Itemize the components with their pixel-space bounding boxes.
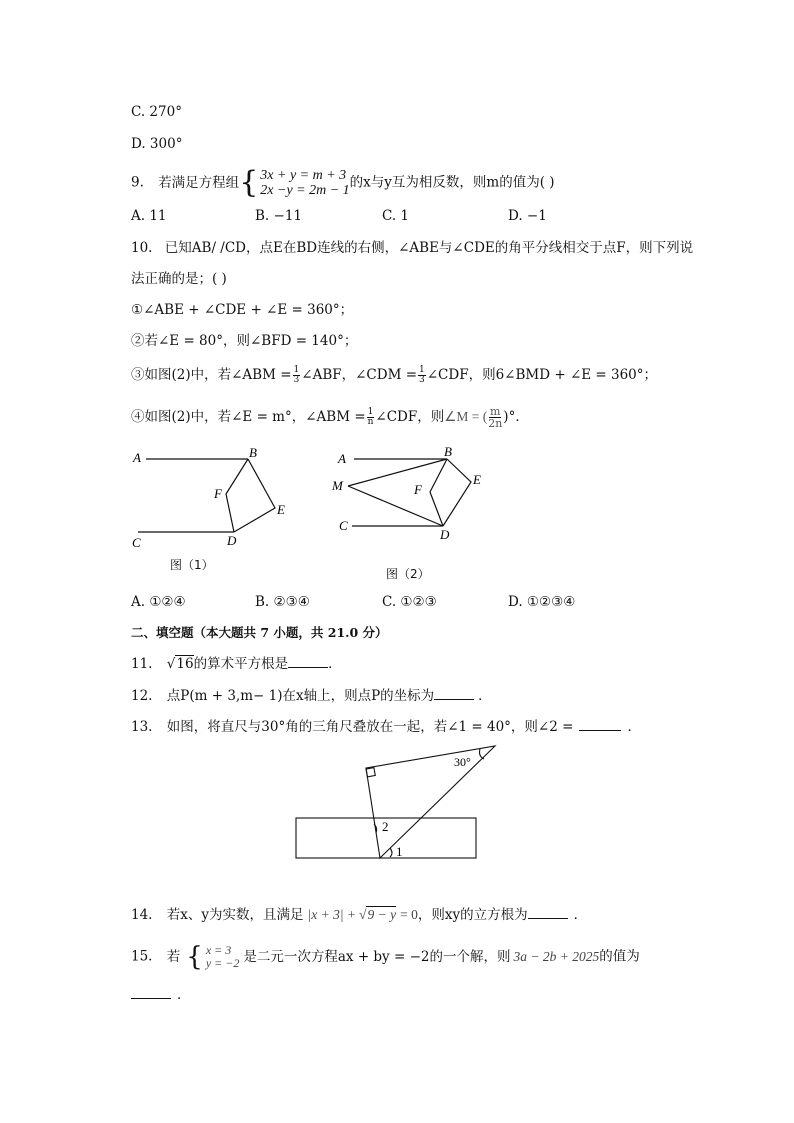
q14-post: ，则xy的立方根为 bbox=[417, 907, 528, 923]
q15-number: 15. bbox=[131, 948, 153, 965]
q9-pre: 若满足方程组 bbox=[158, 174, 240, 191]
q15-post: 的值为 bbox=[599, 948, 640, 965]
q10-statement-2: ②若∠E = 80°，则∠BFD = 140°； bbox=[131, 333, 358, 349]
q9-option-d: D. −1 bbox=[508, 208, 547, 224]
q9-eq1: 3x + y = m + 3 bbox=[260, 168, 347, 183]
fig1-bfd bbox=[226, 459, 248, 532]
q15-eq1: x = 3 bbox=[205, 943, 232, 957]
q12-number: 12. bbox=[131, 688, 153, 704]
fig2-label-d: D bbox=[440, 527, 450, 542]
q11-end: ． bbox=[328, 656, 342, 672]
fig1-label-f: F bbox=[214, 486, 222, 501]
q9-option-a: A. 11 bbox=[131, 208, 167, 224]
q12-blank bbox=[434, 687, 474, 700]
fig1-label-c: C bbox=[132, 535, 141, 550]
q15-answer-line bbox=[131, 986, 191, 1004]
section-2-title: 二、填空题（本大题共 7 小题，共 21.0 分） bbox=[131, 625, 388, 640]
q10-option-a: A. ①②④ bbox=[131, 594, 186, 610]
q13-text: 如图，将直尺与30°角的三角尺叠放在一起，若∠1 = 40°，则∠2 = bbox=[166, 719, 574, 735]
question-13 bbox=[131, 718, 641, 736]
label-angle-1: 1 bbox=[396, 844, 403, 859]
question-9 bbox=[131, 165, 555, 200]
q13-number: 13. bbox=[131, 719, 153, 735]
q10-s4-frac-m: $\frac{m}{2n}$ bbox=[488, 405, 503, 430]
fig2-label-e: E bbox=[473, 472, 481, 487]
q10-number: 10. bbox=[131, 240, 153, 256]
right-angle-mark bbox=[366, 768, 375, 777]
q15-expr: 3a − 2b + 2025 bbox=[513, 948, 600, 964]
fig2-label-f: F bbox=[414, 482, 422, 497]
fig1-label-e: E bbox=[277, 502, 285, 517]
q11-root: √16 bbox=[166, 656, 194, 672]
q14-root: √9 − y bbox=[359, 907, 397, 922]
fig2-label-m: M bbox=[332, 478, 343, 493]
fig2-label-c: C bbox=[339, 518, 348, 533]
q9-option-c: C. 1 bbox=[382, 208, 410, 224]
fig2-caption: 图（2） bbox=[386, 567, 430, 581]
q14-end: ． bbox=[573, 907, 588, 923]
q10-s4-d: )°． bbox=[503, 409, 529, 425]
q8-option-c: C. 270° bbox=[131, 104, 182, 120]
question-12 bbox=[131, 687, 492, 705]
fig2-label-b: B bbox=[444, 444, 452, 459]
question-11 bbox=[131, 655, 342, 673]
fig2-bed bbox=[443, 459, 471, 526]
q9-system bbox=[260, 168, 349, 198]
q10-s4-b: ∠CDF，则 bbox=[375, 409, 445, 425]
figure-13 bbox=[290, 738, 505, 866]
label-angle-2: 2 bbox=[382, 819, 389, 834]
q13-blank bbox=[579, 718, 621, 731]
q10-option-d: D. ①②③④ bbox=[508, 594, 576, 610]
q9-brace: { bbox=[239, 165, 259, 200]
question-10 bbox=[131, 239, 693, 257]
q10-s3-c: ∠CDF，则6∠BMD + ∠E = 360°； bbox=[426, 367, 658, 383]
figure-1 bbox=[128, 442, 298, 552]
fig2-line-md bbox=[348, 486, 443, 526]
fig1-label-d: D bbox=[227, 533, 237, 548]
q10-stem-2: 法正确的是；( ) bbox=[131, 271, 227, 287]
fig1-caption: 图（1） bbox=[170, 558, 214, 572]
fig1-label-a: A bbox=[133, 450, 141, 465]
question-14 bbox=[131, 906, 587, 924]
q13-end: ． bbox=[627, 719, 641, 735]
q10-option-b: B. ②③④ bbox=[255, 594, 310, 610]
q11-text: 的算术平方根是 bbox=[193, 656, 289, 672]
q15-system bbox=[206, 944, 240, 970]
figure-2 bbox=[330, 444, 500, 544]
q10-stem-1: 已知AB/ /CD，点E在BD连线的右侧，∠ABE与∠CDE的角平分线相交于点F，则下列说 bbox=[164, 240, 694, 256]
q15-eq2: y = −2 bbox=[205, 956, 240, 970]
fig2-line-mb bbox=[348, 459, 447, 486]
angle-1-arc bbox=[390, 848, 392, 857]
q9-number: 9. bbox=[131, 174, 144, 191]
q8-option-d: D. 300° bbox=[131, 136, 183, 152]
q12-end: ． bbox=[478, 688, 492, 704]
q14-number: 14. bbox=[131, 907, 153, 923]
q10-statement-4 bbox=[131, 406, 529, 429]
q10-statement-3 bbox=[131, 366, 657, 385]
q15-mid: 是二元一次方程ax + by = −2的一个解，则 bbox=[243, 948, 511, 965]
q10-s4-frac-n: $\frac{1}{n}$ bbox=[367, 407, 374, 427]
q12-text: 点P(m + 3,m− 1)在x轴上，则点P的坐标为 bbox=[166, 688, 435, 704]
question-15 bbox=[131, 942, 640, 972]
q10-s3-frac-2: $\frac{1}{3}$ bbox=[419, 365, 425, 385]
q10-s4-a: ④如图(2)中，若∠E = m°，∠ABM = bbox=[131, 409, 366, 425]
q14-expr-a: |x + 3| + bbox=[307, 907, 357, 922]
fig2-bfd bbox=[430, 459, 447, 526]
q14-pre: 若x、y为实数，且满足 bbox=[166, 907, 304, 923]
q10-s4-c: ∠M = ( bbox=[444, 409, 488, 424]
fig2-label-a: A bbox=[338, 451, 346, 466]
q15-blank bbox=[131, 986, 171, 999]
q15-brace: { bbox=[186, 942, 203, 972]
q10-statement-1: ①∠ABE + ∠CDE + ∠E = 360°； bbox=[131, 302, 354, 318]
q15-end: ． bbox=[177, 987, 191, 1003]
q9-post: 的x与y互为相反数，则m的值为( ) bbox=[349, 174, 555, 191]
q10-s3-frac-1: $\frac{1}{3}$ bbox=[293, 365, 300, 385]
fig1-bed bbox=[234, 459, 275, 532]
q10-s3-a: ③如图(2)中，若∠ABM = bbox=[131, 367, 292, 383]
q14-blank bbox=[528, 906, 568, 919]
q11-number: 11. bbox=[131, 656, 153, 672]
label-angle-30: 30° bbox=[454, 755, 471, 769]
fig1-label-b: B bbox=[249, 445, 257, 460]
q9-option-b: B. −11 bbox=[255, 208, 302, 224]
q14-expr-b: = 0 bbox=[400, 907, 418, 922]
q11-blank bbox=[288, 655, 328, 668]
q10-option-c: C. ①②③ bbox=[382, 594, 437, 610]
q9-eq2: 2x −y = 2m − 1 bbox=[260, 183, 350, 198]
q15-pre: 若 bbox=[166, 948, 181, 965]
q10-s3-b: ∠ABF，∠CDM = bbox=[301, 367, 418, 383]
